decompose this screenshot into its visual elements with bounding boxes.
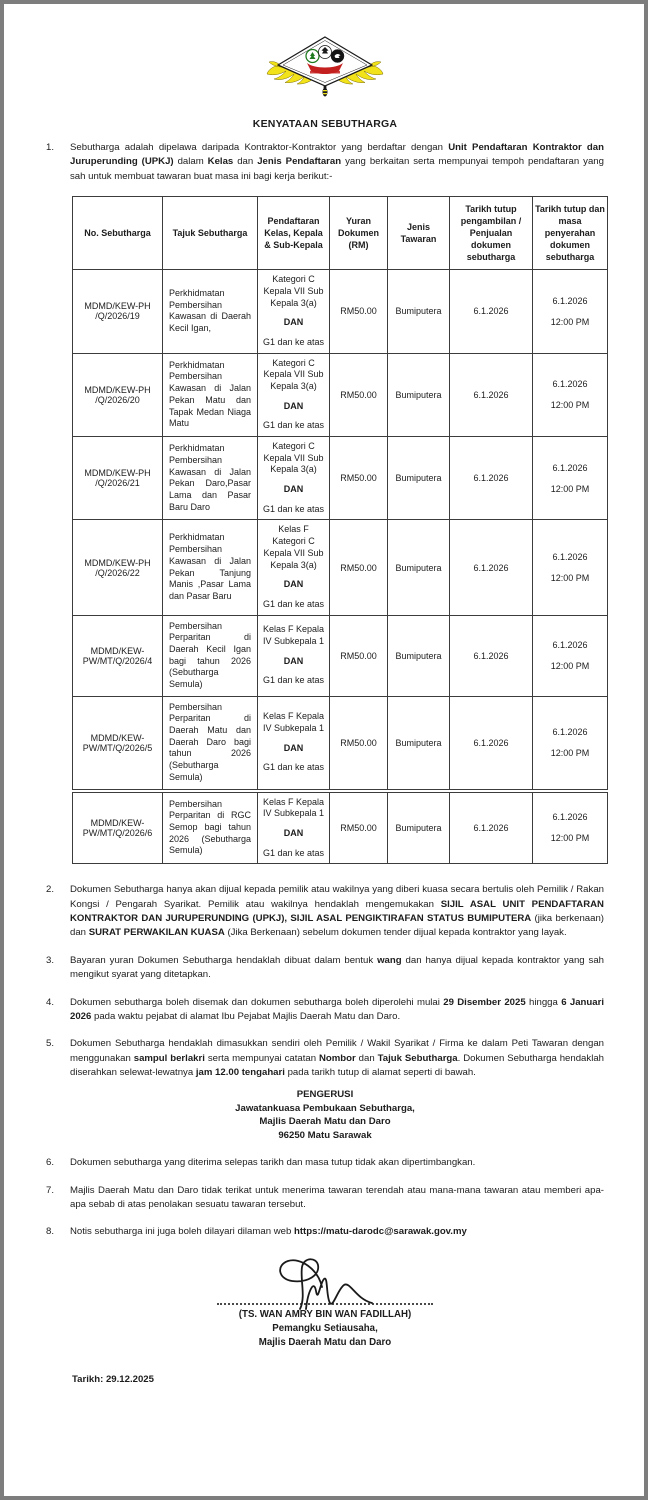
cell-yuran-dokumen: RM50.00 <box>330 270 388 353</box>
note-paragraph <box>46 883 604 941</box>
cell-no-sebutharga: MDMD/KEW-PH /Q/2026/22 <box>73 520 163 615</box>
note-text: Dokumen Sebutharga hanya akan dijual kepada pemilik atau wakilnya yang diberi kuasa secara bertulis oleh Pemilik / Rakan Kongsi / Pengarah Syarikat. Pemilik atau wakilnya hendaklah mengemukakan SIJIL ASAL UNIT PENDAFTARAN KONTRAKTOR DAN JURUPERUNDING (UPKJ), SIJIL ASAL PENGIKTIRAFAN STATUS BUMIPUTERA (jika berkenaan) dan SURAT PERWAKILAN KUASA (Jika Berkenaan) sebelum dokumen tender dijual kepada kontraktor yang layak. <box>70 884 604 939</box>
cell-yuran-dokumen: RM50.00 <box>330 615 388 696</box>
kelas-grade: G1 dan ke atas <box>262 847 325 858</box>
cell-tajuk-sebutharga: Perkhidmatan Pembersihan Kawasan di Jalan Pekan Tanjung Manis ,Pasar Lama dan Pasar Baru <box>163 520 258 615</box>
penyerahan-date: 6.1.2026 <box>552 295 588 306</box>
cell-tarikh-penyerahan <box>533 791 608 864</box>
page-title: KENYATAAN SEBUTHARGA <box>252 118 398 130</box>
cell-tarikh-penyerahan <box>533 437 608 520</box>
table-row <box>73 270 608 353</box>
signatory-role: Pemangku Setiausaha, <box>272 1322 378 1334</box>
penyerahan-time: 12:00 PM <box>550 573 590 584</box>
penyerahan-time: 12:00 PM <box>550 661 590 672</box>
kelas-conjunction: DAN <box>283 827 304 838</box>
kelas-grade: G1 dan ke atas <box>262 503 325 514</box>
cell-tarikh-penyerahan <box>533 615 608 696</box>
kelas-grade: G1 dan ke atas <box>262 598 325 609</box>
cell-pendaftaran-kelas <box>258 791 330 864</box>
address-line: Jawatankuasa Pembukaan Sebutharga, <box>235 1102 415 1114</box>
item-number: 4. <box>46 996 55 1008</box>
cell-yuran-dokumen: RM50.00 <box>330 437 388 520</box>
note-paragraph <box>46 1156 604 1170</box>
cell-tarikh-penyerahan <box>533 696 608 790</box>
cell-tajuk-sebutharga: Pembersihan Perparitan di RGC Semop bagi tahun 2026 (Sebutharga Semula) <box>163 791 258 864</box>
table-body <box>73 270 608 864</box>
cell-tarikh-penyerahan <box>533 353 608 436</box>
cell-tajuk-sebutharga: Perkhidmatan Pembersihan Kawasan di Jalan Pekan Daro,Pasar Lama dan Pasar Baru Daro <box>163 437 258 520</box>
cell-no-sebutharga: MDMD/KEW-PH /Q/2026/20 <box>73 353 163 436</box>
cell-pendaftaran-kelas <box>258 696 330 790</box>
kelas-requirement: Kategori C Kepala VII Sub Kepala 3(a) <box>263 357 324 391</box>
signatory-organization: Majlis Daerah Matu dan Daro <box>258 1336 392 1348</box>
kelas-grade: G1 dan ke atas <box>262 336 325 347</box>
penyerahan-time: 12:00 PM <box>550 748 590 759</box>
cell-tarikh-tutup-pengambilan: 6.1.2026 <box>450 791 533 864</box>
notes-list-upper <box>46 883 604 1080</box>
kelas-requirement: Kategori C Kepala VII Sub Kepala 3(a) <box>263 441 324 475</box>
cell-pendaftaran-kelas <box>258 437 330 520</box>
kelas-requirement: Kelas F Kepala IV Subkepala 1 <box>262 796 325 819</box>
item-number: 3. <box>46 954 55 966</box>
signatory-name: (TS. WAN AMRY BIN WAN FADILLAH) <box>238 1308 412 1320</box>
item-number: 5. <box>46 1038 55 1050</box>
cell-tajuk-sebutharga: Perkhidmatan Pembersihan Kawasan di Jalan Pekan Matu dan Tapak Medan Niaga Matu <box>163 353 258 436</box>
column-header: Jenis Tawaran <box>388 197 450 270</box>
cell-tarikh-tutup-pengambilan: 6.1.2026 <box>450 696 533 790</box>
notes-list-lower <box>46 1156 604 1240</box>
cell-no-sebutharga: MDMD/KEW-PW/MT/Q/2026/4 <box>73 615 163 696</box>
cell-no-sebutharga: MDMD/KEW-PH /Q/2026/21 <box>73 437 163 520</box>
item-number: 7. <box>46 1184 55 1196</box>
address-block <box>46 1088 604 1144</box>
kelas-conjunction: DAN <box>283 484 304 495</box>
cell-no-sebutharga: MDMD/KEW-PW/MT/Q/2026/6 <box>73 791 163 864</box>
cell-tarikh-penyerahan <box>533 270 608 353</box>
address-line: Majlis Daerah Matu dan Daro <box>259 1116 391 1128</box>
penyerahan-date: 6.1.2026 <box>552 812 588 823</box>
cell-tajuk-sebutharga: Pembersihan Perparitan di Daerah Kecil Igan bagi tahun 2026 (Sebutharga Semula) <box>163 615 258 696</box>
cell-tajuk-sebutharga: Pembersihan Perparitan di Daerah Matu dan Daerah Daro bagi tahun 2026 (Sebutharga Semula) <box>163 696 258 790</box>
cell-pendaftaran-kelas <box>258 353 330 436</box>
page-content <box>4 4 644 1385</box>
kelas-grade: G1 dan ke atas <box>262 675 325 686</box>
cell-tarikh-tutup-pengambilan: 6.1.2026 <box>450 437 533 520</box>
table-row <box>73 520 608 615</box>
penyerahan-time: 12:00 PM <box>550 483 590 494</box>
cell-jenis-tawaran: Bumiputera <box>388 696 450 790</box>
table-row <box>73 791 608 864</box>
cell-jenis-tawaran: Bumiputera <box>388 270 450 353</box>
table-row <box>73 353 608 436</box>
item-number: 8. <box>46 1226 55 1238</box>
cell-jenis-tawaran: Bumiputera <box>388 520 450 615</box>
kelas-conjunction: DAN <box>283 655 304 666</box>
note-text: Notis sebutharga ini juga boleh dilayari dilaman web https://matu-darodc@sarawak.gov.my <box>70 1226 467 1238</box>
cell-tarikh-penyerahan <box>533 520 608 615</box>
table-row <box>73 437 608 520</box>
cell-pendaftaran-kelas <box>258 520 330 615</box>
kelas-requirement: Kelas F Kategori C Kepala VII Sub Kepala 3(a) <box>263 524 324 570</box>
note-paragraph <box>46 1225 604 1239</box>
note-paragraph <box>46 1184 604 1213</box>
logo-container <box>46 34 604 105</box>
kelas-conjunction: DAN <box>283 400 304 411</box>
cell-tarikh-tutup-pengambilan: 6.1.2026 <box>450 270 533 353</box>
cell-yuran-dokumen: RM50.00 <box>330 791 388 864</box>
cell-pendaftaran-kelas <box>258 270 330 353</box>
penyerahan-date: 6.1.2026 <box>552 379 588 390</box>
address-line: 96250 Matu Sarawak <box>278 1130 372 1142</box>
note-text: Majlis Daerah Matu dan Daro tidak terikat untuk menerima tawaran terendah atau mana-mana tawaran atau memberi apa-apa sebab di atas penolakan sesuatu tawaran tersebut. <box>70 1184 604 1210</box>
penyerahan-date: 6.1.2026 <box>552 552 588 563</box>
penyerahan-time: 12:00 PM <box>550 400 590 411</box>
item-number: 1. <box>46 142 55 153</box>
table-head <box>73 197 608 270</box>
cell-yuran-dokumen: RM50.00 <box>330 353 388 436</box>
tender-table <box>72 196 608 864</box>
column-header: Tarikh tutup dan masa penyerahan dokumen sebutharga <box>533 197 608 270</box>
cell-tarikh-tutup-pengambilan: 6.1.2026 <box>450 520 533 615</box>
table-header-row <box>73 197 608 270</box>
penyerahan-date: 6.1.2026 <box>552 462 588 473</box>
council-crest-logo <box>264 34 386 100</box>
kelas-grade: G1 dan ke atas <box>262 762 325 773</box>
cell-yuran-dokumen: RM50.00 <box>330 520 388 615</box>
item-number: 6. <box>46 1157 55 1169</box>
address-line: PENGERUSI <box>296 1088 354 1100</box>
cell-jenis-tawaran: Bumiputera <box>388 353 450 436</box>
kelas-conjunction: DAN <box>283 317 304 328</box>
note-paragraph <box>46 1037 604 1080</box>
table-row <box>73 615 608 696</box>
signature-scribble <box>260 1253 390 1315</box>
note-text: Bayaran yuran Dokumen Sebutharga hendaklah dibuat dalam bentuk wang dan hanya dijual kepada kontraktor yang sah mengikut syarat yang ditetapkan. <box>70 954 604 981</box>
table-row <box>73 696 608 790</box>
intro-paragraph <box>46 141 604 184</box>
column-header: Tarikh tutup pengambilan / Penjualan dokumen sebutharga <box>450 197 533 270</box>
cell-tarikh-tutup-pengambilan: 6.1.2026 <box>450 615 533 696</box>
note-paragraph <box>46 996 604 1025</box>
column-header: No. Sebutharga <box>73 197 163 270</box>
cell-tarikh-tutup-pengambilan: 6.1.2026 <box>450 353 533 436</box>
note-text: Dokumen sebutharga boleh disemak dan dokumen sebutharga boleh diperolehi mulai 29 Disember 2025 hingga 6 Januari 2026 pada waktu pejabat di alamat Ibu Pejabat Majlis Daerah Matu dan Daro. <box>70 996 604 1023</box>
note-paragraph <box>46 954 604 983</box>
cell-jenis-tawaran: Bumiputera <box>388 615 450 696</box>
cell-tajuk-sebutharga: Perkhidmatan Pembersihan Kawasan di Daerah Kecil Igan, <box>163 270 258 353</box>
cell-jenis-tawaran: Bumiputera <box>388 791 450 864</box>
penyerahan-time: 12:00 PM <box>550 833 590 844</box>
note-text: Dokumen sebutharga yang diterima selepas tarikh dan masa tutup tidak akan dipertimbangkan. <box>70 1157 476 1169</box>
kelas-requirement: Kelas F Kepala IV Subkepala 1 <box>262 711 325 733</box>
intro-text: Sebutharga adalah dipelawa daripada Kontraktor-Kontraktor yang berdaftar dengan Unit Pendaftaran Kontraktor dan Juruperunding (UPKJ) dalam Kelas dan Jenis Pendaftaran yang berkaitan serta mempunyai tempoh pendaftaran yang sah untuk membuat tawaran buat masa ini bagi kerja berikut:- <box>70 142 604 182</box>
penyerahan-time: 12:00 PM <box>550 316 590 327</box>
penyerahan-date: 6.1.2026 <box>552 727 588 738</box>
item-number: 2. <box>46 884 55 896</box>
cell-no-sebutharga: MDMD/KEW-PH /Q/2026/19 <box>73 270 163 353</box>
kelas-conjunction: DAN <box>283 742 304 753</box>
cell-no-sebutharga: MDMD/KEW-PW/MT/Q/2026/5 <box>73 696 163 790</box>
note-text: Dokumen Sebutharga hendaklah dimasukkan sendiri oleh Pemilik / Wakil Syarikat / Firma ke dalam Peti Tawaran dengan menggunakan sampul berlakri serta mempunyai catatan Nombor dan Tajuk Sebutharga. Dokumen Sebutharga hendaklah diserahkan selewat-lewatnya jam 12.00 tengahari pada tarikh tutup di alamat seperti di bawah. <box>70 1038 604 1079</box>
document-date: Tarikh: 29.12.2025 <box>72 1373 154 1385</box>
kelas-conjunction: DAN <box>283 579 304 590</box>
penyerahan-date: 6.1.2026 <box>552 640 588 651</box>
kelas-requirement: Kategori C Kepala VII Sub Kepala 3(a) <box>263 274 324 308</box>
cell-jenis-tawaran: Bumiputera <box>388 437 450 520</box>
cell-yuran-dokumen: RM50.00 <box>330 696 388 790</box>
column-header: Pendaftaran Kelas, Kepala & Sub-Kepala <box>258 197 330 270</box>
column-header: Yuran Dokumen (RM) <box>330 197 388 270</box>
kelas-grade: G1 dan ke atas <box>262 420 325 431</box>
cell-pendaftaran-kelas <box>258 615 330 696</box>
column-header: Tajuk Sebutharga <box>163 197 258 270</box>
signature-dotted-line <box>217 1302 433 1305</box>
signature-area <box>46 1253 604 1350</box>
kelas-requirement: Kelas F Kepala IV Subkepala 1 <box>262 624 325 646</box>
